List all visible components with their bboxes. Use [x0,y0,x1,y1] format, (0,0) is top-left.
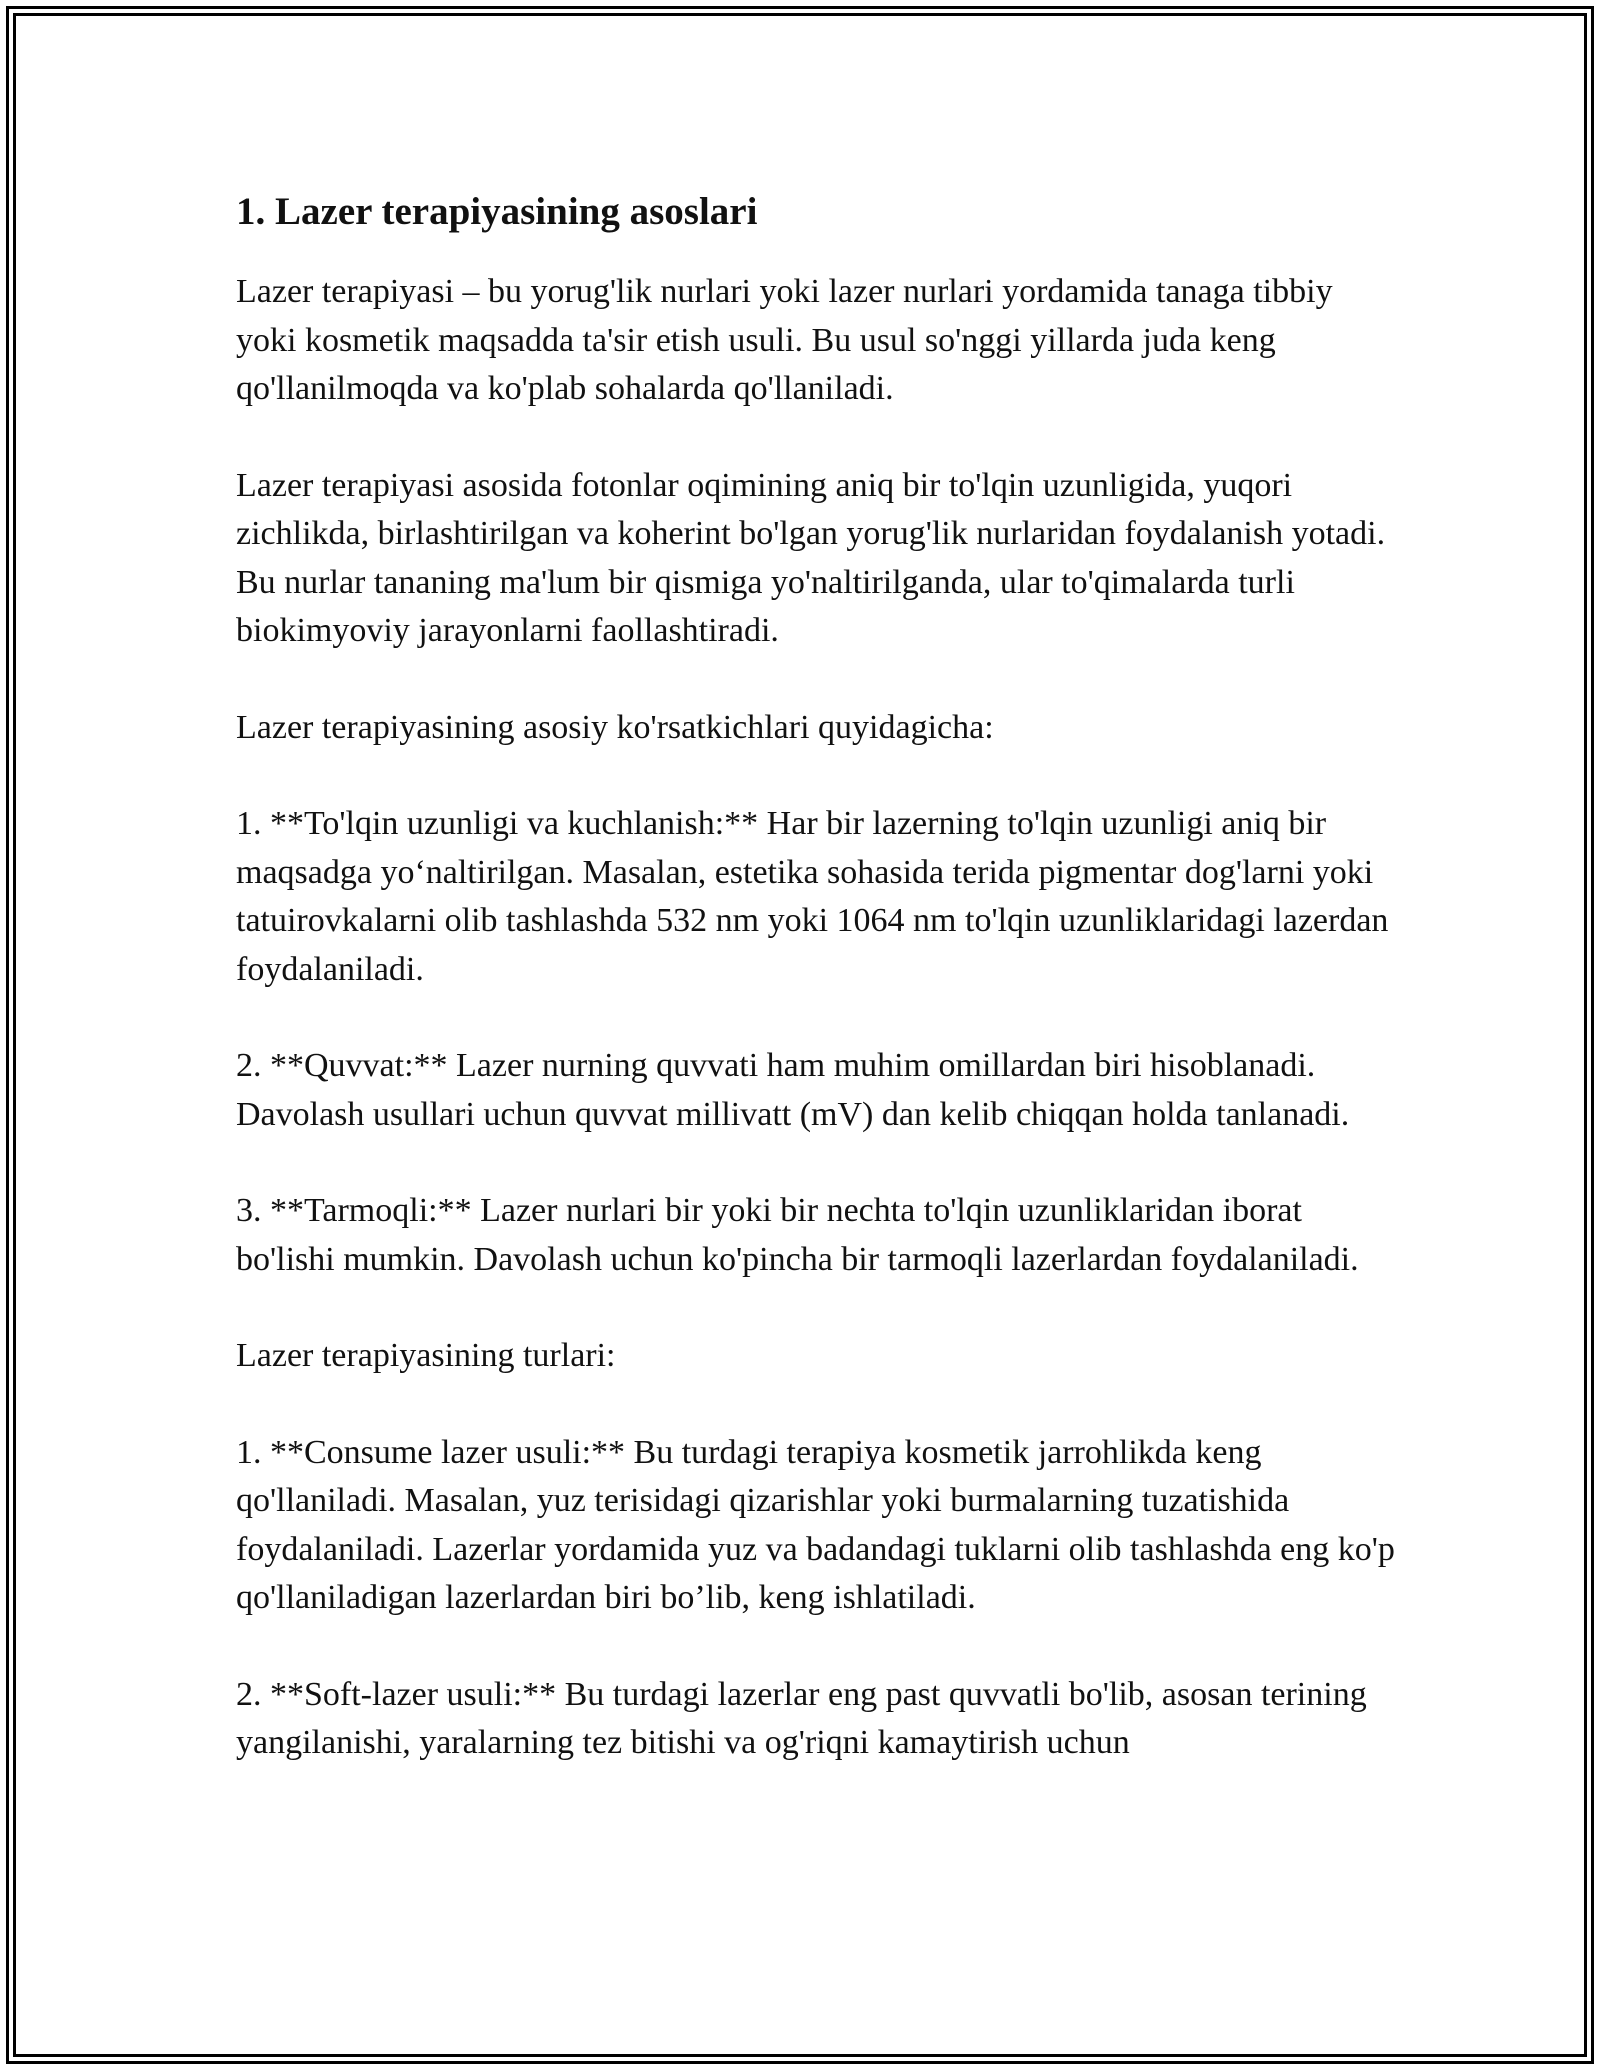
list-item-consume-laser: 1. **Consume lazer usuli:** Bu turdagi terapiya kosmetik jarrohlikda keng qo'llaniladi. Masalan, yuz terisidagi qizarishlar yoki burmalarning tuzatishida foydalaniladi. Lazerlar yordamida yuz va badandagi tuklarni olib tashlashda eng ko'p qo'llaniladigan lazerlardan biri bo’lib, keng ishlatiladi. [236,1433,1395,1616]
list-item-bandwidth: 3. **Tarmoqli:** Lazer nurlari bir yoki bir nechta to'lqin uzunliklaridan iborat bo'lishi mumkin. Davolash uchun ko'pincha bir tarmoqli lazerlardan foydalaniladi. [236,1192,1359,1278]
list-item-power: 2. **Quvvat:** Lazer nurning quvvati ham muhim omillardan biri hisoblanadi. Davolash usullari uchun quvvat millivatt (mV) dan kelib chiqqan holda tanlanadi. [236,1047,1350,1133]
list-item-soft-laser: 2. **Soft-lazer usuli:** Bu turdagi lazerlar eng past quvvatli bo'lib, asosan terining yangilanishi, yaralarning tez bitishi va og'riqni kamaytirish uchun [236,1675,1367,1761]
document-body [236,184,1396,1768]
section-heading: 1. Lazer terapiyasining asoslari [236,190,758,233]
paragraph-basis: Lazer terapiyasi asosida fotonlar oqimining aniq bir to'lqin uzunligida, yuqori zichlikda, birlashtirilgan va koherint bo'lgan yorug'lik nurlaridan foydalanish yotadi. Bu nurlar tananing ma'lum bir qismiga yo'naltirilganda, ular to'qimalarda turli biokimyoviy jarayonlarni faollashtiradi. [236,466,1386,649]
paragraph-intro: Lazer terapiyasi – bu yorug'lik nurlari yoki lazer nurlari yordamida tanaga tibbiy yoki kosmetik maqsadda ta'sir etish usuli. Bu usul so'nggi yillarda juda keng qo'llanilmoqda va ko'plab sohalarda qo'llaniladi. [236,273,1333,407]
paragraph-indicators-intro: Lazer terapiyasining asosiy ko'rsatkichlari quyidagicha: [236,708,994,746]
list-item-wavelength: 1. **To'lqin uzunligi va kuchlanish:** Har bir lazerning to'lqin uzunligi aniq bir maqsadga yoʻnaltirilgan. Masalan, estetika sohasida terida pigmentar dog'larni yoki tatuirovkalarni olib tashlashda 532 nm yoki 1064 nm to'lqin uzunliklaridagi lazerdan foydalaniladi. [236,805,1389,988]
paragraph-types-intro: Lazer terapiyasining turlari: [236,1337,616,1374]
